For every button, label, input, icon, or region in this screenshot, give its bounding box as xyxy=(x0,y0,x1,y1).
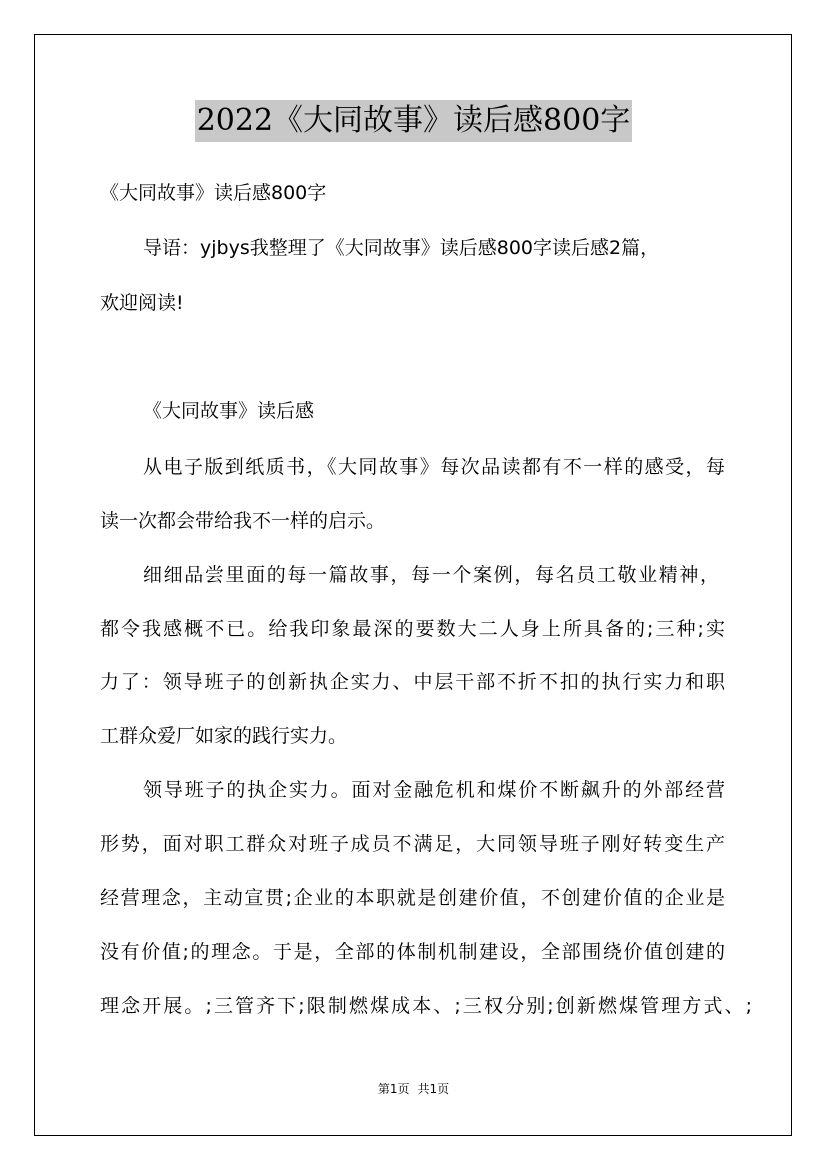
paragraph-line: 细细品尝里面的每一篇故事，每一个案例，每名员工敬业精神， xyxy=(143,564,719,586)
paragraph-line: 力了：领导班子的创新执企实力、中层干部不折不扣的执行实力和职 xyxy=(100,671,725,693)
page-footer xyxy=(0,1080,827,1097)
paragraph-line: 读一次都会带给我不一样的启示。 xyxy=(100,510,386,532)
paragraph-line: 形势，面对职工群众对班子成员不满足，大同领导班子刚好转变生产 xyxy=(100,833,725,855)
paragraph-line: 没有价值;的理念。于是，全部的体制机制建设，全部围绕价值创建的 xyxy=(100,941,725,963)
paragraph-line: 理念开展。;三管齐下;限制燃煤成本、;三权分别;创新燃煤管理方式、; xyxy=(100,995,752,1017)
paragraph-line: 欢迎阅读! xyxy=(100,292,184,314)
paragraph-line: 工群众爱厂如家的践行实力。 xyxy=(100,725,348,747)
paragraph-line: 从电子版到纸质书，《大同故事》每次品读都有不一样的感受，每 xyxy=(143,456,725,478)
document-title: 2022《大同故事》读后感800字 xyxy=(195,100,633,142)
page-number: 第1页 xyxy=(377,1082,410,1096)
paragraph-line: 领导班子的执企实力。面对金融危机和煤价不断飙升的外部经营 xyxy=(143,779,725,801)
paragraph-line: 导语：yjbys我整理了《大同故事》读后感800字读后感2篇， xyxy=(143,237,660,259)
paragraph-line: 经营理念，主动宣贯;企业的本职就是创建价值，不创建价值的企业是 xyxy=(100,887,725,909)
section-heading: 《大同故事》读后感 xyxy=(143,400,315,422)
paragraph-line: 都令我感概不已。给我印象最深的要数大二人身上所具备的;三种;实 xyxy=(100,618,725,640)
page-total: 共1页 xyxy=(417,1082,450,1096)
subtitle-line: 《大同故事》读后感800字 xyxy=(100,182,327,204)
title-wrap xyxy=(0,100,827,142)
